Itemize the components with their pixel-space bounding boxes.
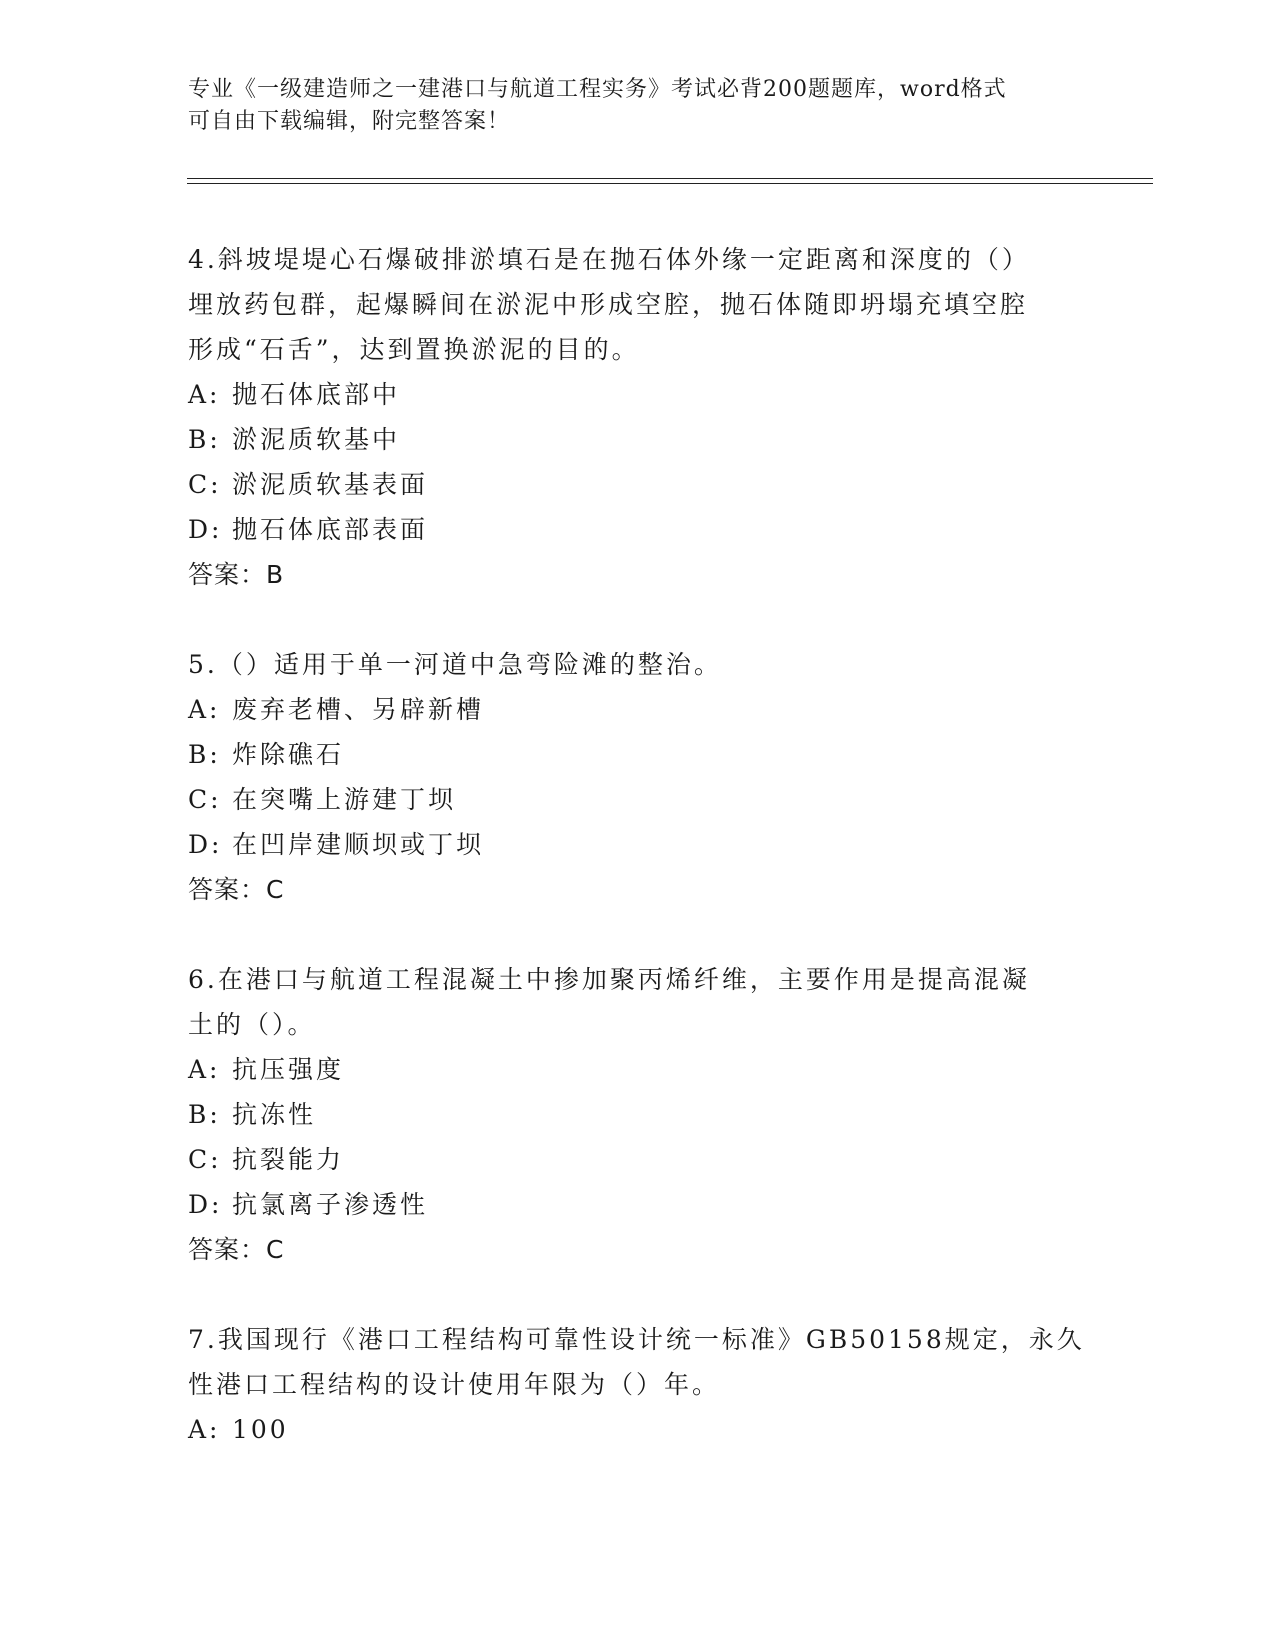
question-stem-line: 6.在港口与航道工程混凝土中掺加聚丙烯纤维，主要作用是提高混凝: [188, 965, 1030, 994]
option-text: 淤泥质软基表面: [232, 470, 429, 499]
question-4: [188, 237, 1088, 597]
option-letter: A:: [188, 1055, 221, 1084]
option-a: [188, 1047, 1088, 1092]
option-text: 抛石体底部中: [232, 380, 401, 409]
option-b: [188, 732, 1088, 777]
option-text: 100: [232, 1415, 289, 1444]
option-letter: C:: [188, 1145, 222, 1174]
question-stem-line: 7.我国现行《港口工程结构可靠性设计统一标准》GB50158规定，永久: [188, 1325, 1085, 1354]
header-line-2: 可自由下载编辑，附完整答案！: [188, 109, 511, 134]
option-letter: B:: [188, 1100, 221, 1129]
answer-line: 答案：C: [188, 1235, 285, 1264]
question-stem-line: 土的（）。: [188, 1010, 316, 1039]
option-letter: C:: [188, 785, 222, 814]
option-letter: C:: [188, 470, 222, 499]
answer-line: 答案：C: [188, 875, 285, 904]
option-text: 废弃老槽、另辟新槽: [232, 695, 485, 724]
option-letter: D:: [188, 1190, 223, 1219]
question-stem-line: 埋放药包群，起爆瞬间在淤泥中形成空腔，抛石体随即坍塌充填空腔: [188, 290, 1029, 319]
question-5: [188, 642, 1088, 912]
header-divider-top: [187, 178, 1153, 179]
option-text: 抗裂能力: [232, 1145, 345, 1174]
option-text: 抗氯离子渗透性: [232, 1190, 429, 1219]
document-header: [188, 74, 1068, 138]
option-letter: A:: [188, 380, 221, 409]
option-c: [188, 1137, 1088, 1182]
header-divider-bottom: [187, 183, 1153, 184]
option-a: [188, 372, 1088, 417]
option-a: [188, 687, 1088, 732]
option-d: [188, 507, 1088, 552]
question-stem-line: 5.（）适用于单一河道中急弯险滩的整治。: [188, 650, 722, 679]
header-line-1: 专业《一级建造师之一建港口与航道工程实务》考试必背200题题库，word格式: [188, 77, 1007, 102]
option-a: [188, 1407, 1088, 1452]
question-stem-line: 性港口工程结构的设计使用年限为（）年。: [188, 1370, 721, 1399]
question-6: [188, 957, 1088, 1272]
option-c: [188, 777, 1088, 822]
option-letter: D:: [188, 830, 223, 859]
question-stem-line: 形成“石舌”，达到置换淤泥的目的。: [188, 335, 640, 364]
question-list: [188, 237, 1088, 1497]
answer-line: 答案：B: [188, 560, 285, 589]
question-7: [188, 1317, 1088, 1452]
option-b: [188, 417, 1088, 462]
option-text: 抗冻性: [232, 1100, 317, 1129]
option-text: 淤泥质软基中: [232, 425, 401, 454]
option-text: 在突嘴上游建丁坝: [232, 785, 457, 814]
option-letter: A:: [188, 695, 221, 724]
option-text: 抛石体底部表面: [232, 515, 429, 544]
option-d: [188, 822, 1088, 867]
option-text: 炸除礁石: [232, 740, 345, 769]
option-letter: B:: [188, 425, 221, 454]
option-c: [188, 462, 1088, 507]
option-text: 抗压强度: [232, 1055, 345, 1084]
option-d: [188, 1182, 1088, 1227]
question-stem-line: 4.斜坡堤堤心石爆破排淤填石是在抛石体外缘一定距离和深度的（）: [188, 245, 1030, 274]
option-b: [188, 1092, 1088, 1137]
option-letter: B:: [188, 740, 221, 769]
option-letter: A:: [188, 1415, 221, 1444]
option-text: 在凹岸建顺坝或丁坝: [232, 830, 485, 859]
option-letter: D:: [188, 515, 223, 544]
